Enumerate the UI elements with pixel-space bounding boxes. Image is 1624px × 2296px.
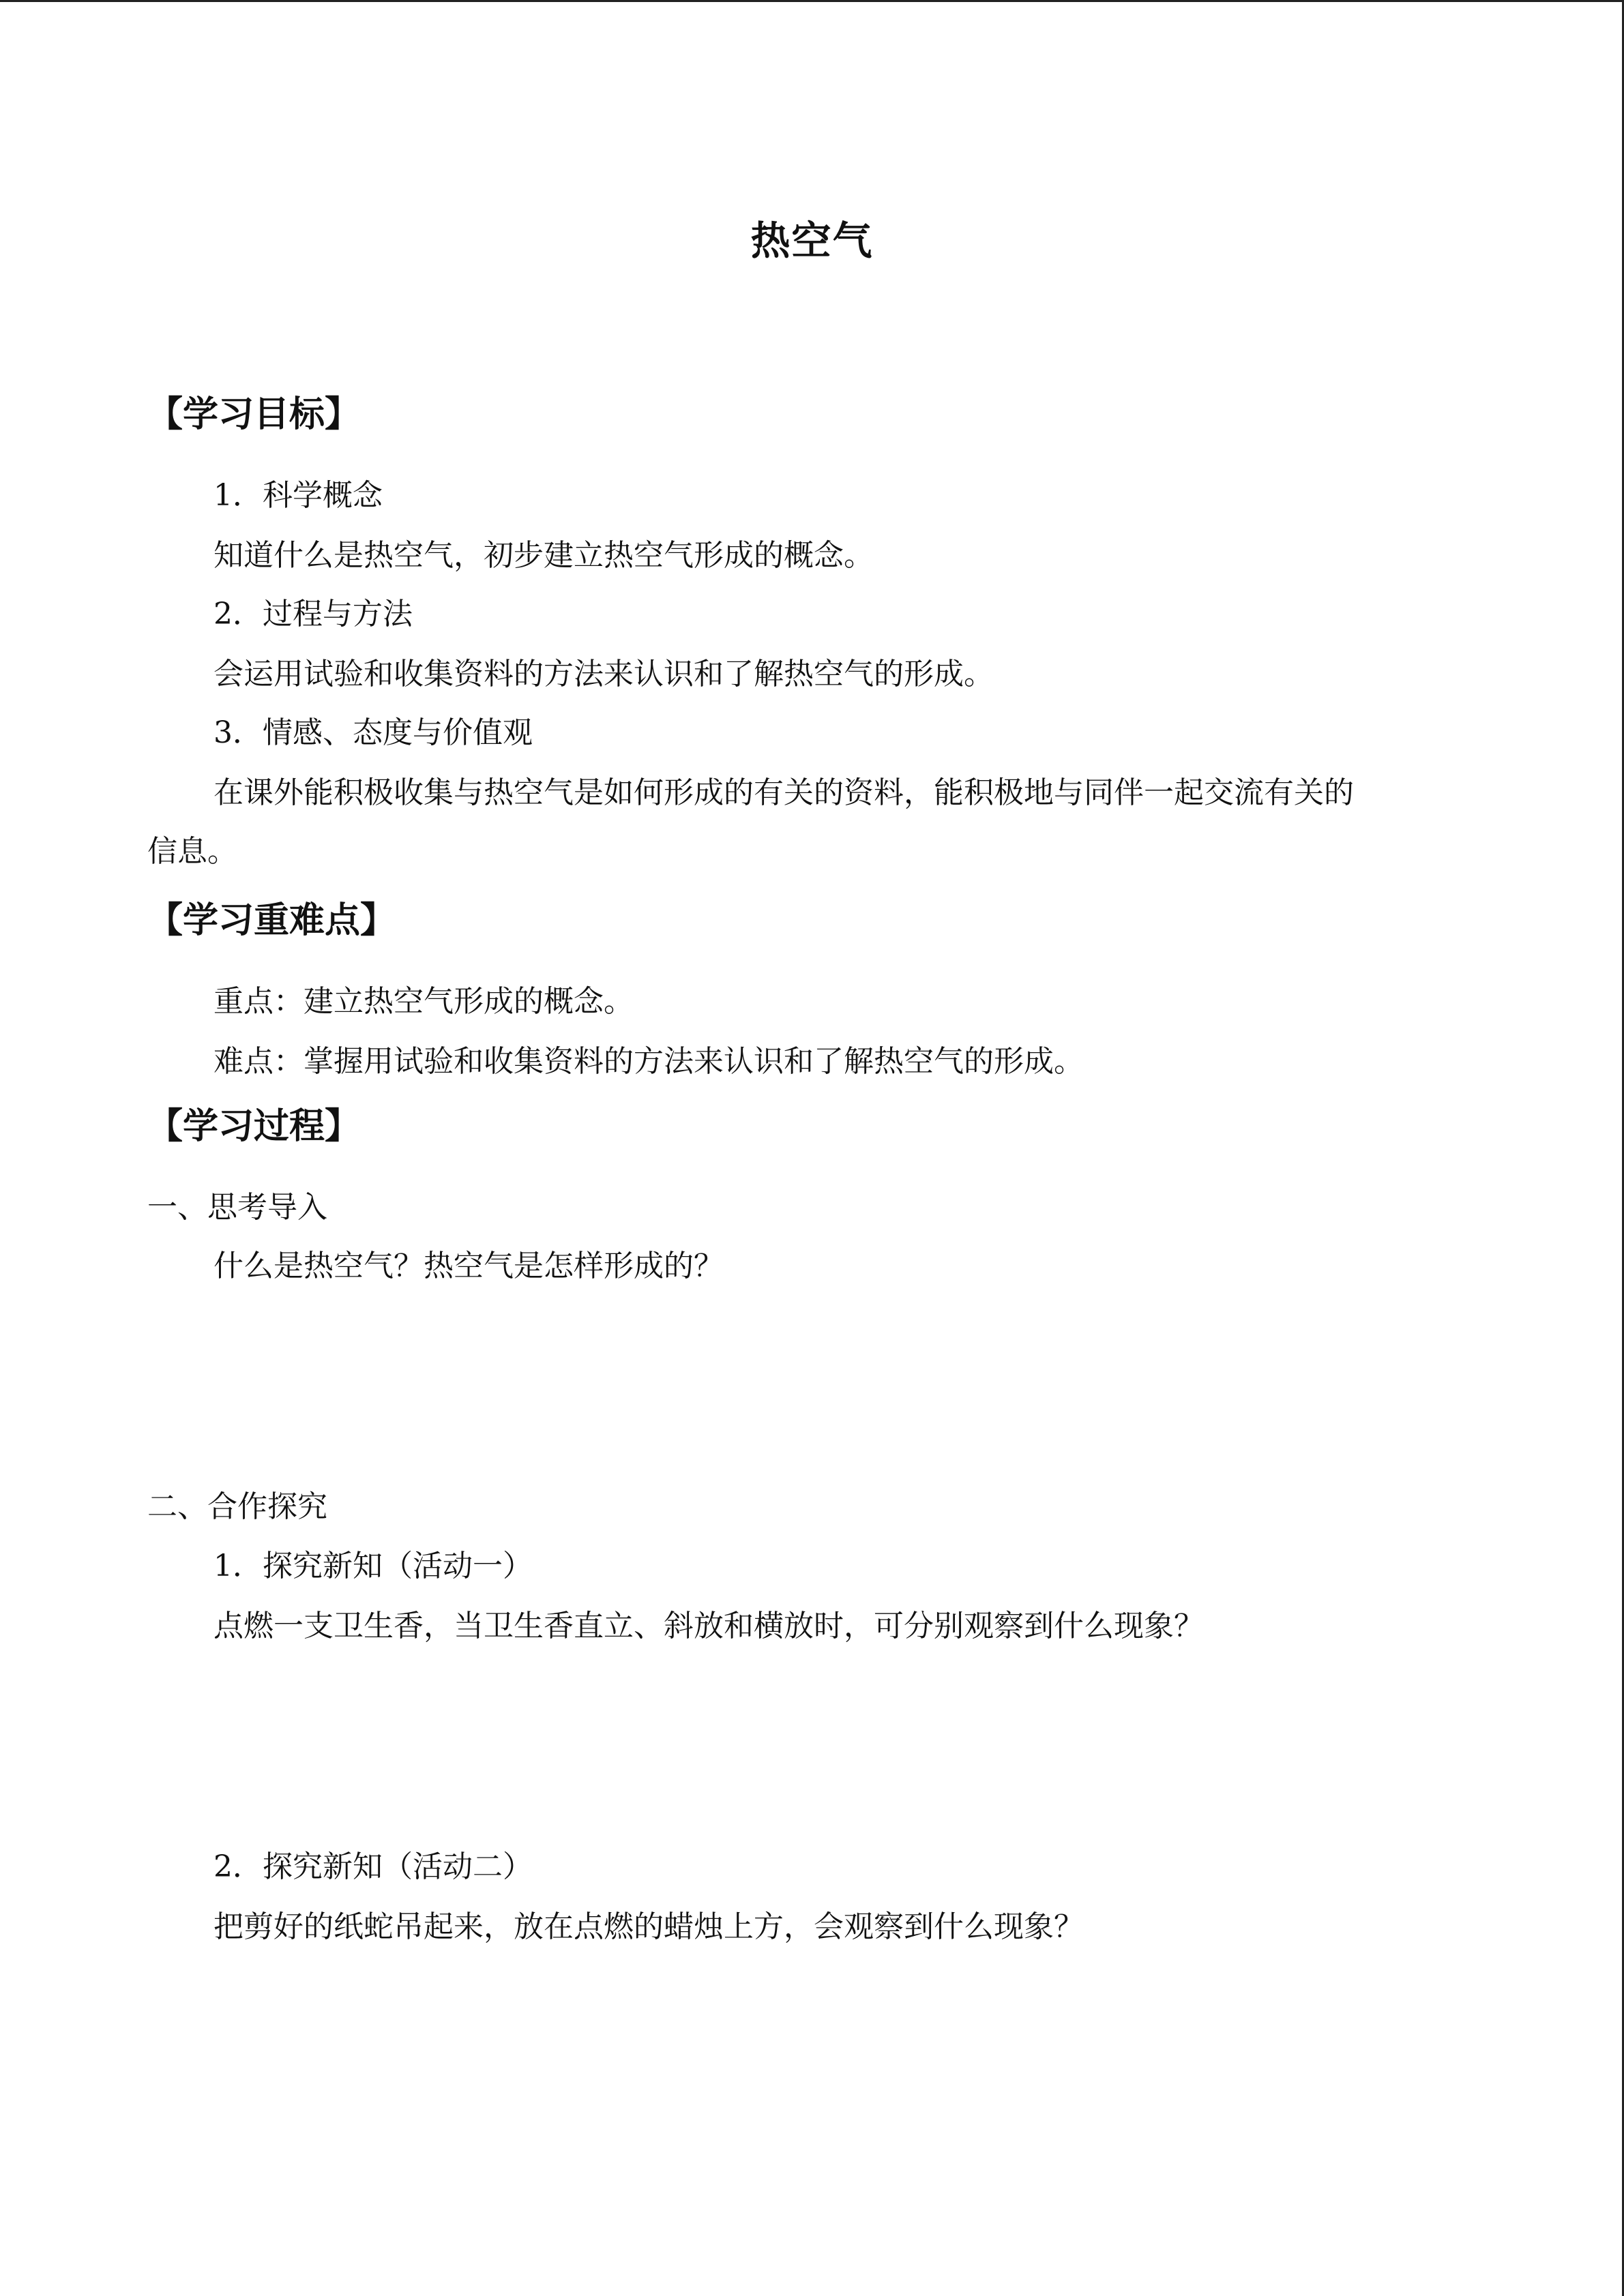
objective-1-text: 知道什么是热空气，初步建立热空气形成的概念。: [213, 538, 874, 573]
objective-3-text-line1: 在课外能积极收集与热空气是如何形成的有关的资料，能积极地与同伴一起交流有关的: [213, 775, 1354, 810]
heading-objectives: 【学习目标】: [147, 394, 361, 435]
objective-3-title: 3．情感、态度与价值观: [213, 715, 533, 750]
activity-1-question: 点燃一支卫生香，当卫生香直立、斜放和横放时，可分别观察到什么现象？: [213, 1609, 1204, 1643]
activity-2-question: 把剪好的纸蛇吊起来，放在点燃的蜡烛上方，会观察到什么现象？: [213, 1909, 1084, 1944]
objective-2-title: 2．过程与方法: [213, 597, 413, 631]
page-border-top: [0, 0, 1624, 2]
key-point-focus: 重点：建立热空气形成的概念。: [213, 984, 634, 1019]
heading-process: 【学习过程】: [147, 1106, 361, 1147]
document-title: 热空气: [750, 218, 874, 264]
heading-key-points: 【学习重难点】: [147, 900, 396, 941]
section-1-title: 一、思考导入: [147, 1190, 327, 1225]
section-2-title: 二、合作探究: [147, 1489, 327, 1524]
objective-3-text-line2: 信息。: [147, 834, 237, 869]
activity-1-title: 1．探究新知（活动一）: [213, 1549, 533, 1583]
activity-2-title: 2．探究新知（活动二）: [213, 1849, 533, 1884]
objective-2-text: 会运用试验和收集资料的方法来认识和了解热空气的形成。: [213, 657, 994, 691]
objective-1-title: 1．科学概念: [213, 478, 383, 513]
section-1-question: 什么是热空气？热空气是怎样形成的？: [213, 1249, 724, 1283]
key-point-difficulty: 难点：掌握用试验和收集资料的方法来认识和了解热空气的形成。: [213, 1044, 1084, 1079]
